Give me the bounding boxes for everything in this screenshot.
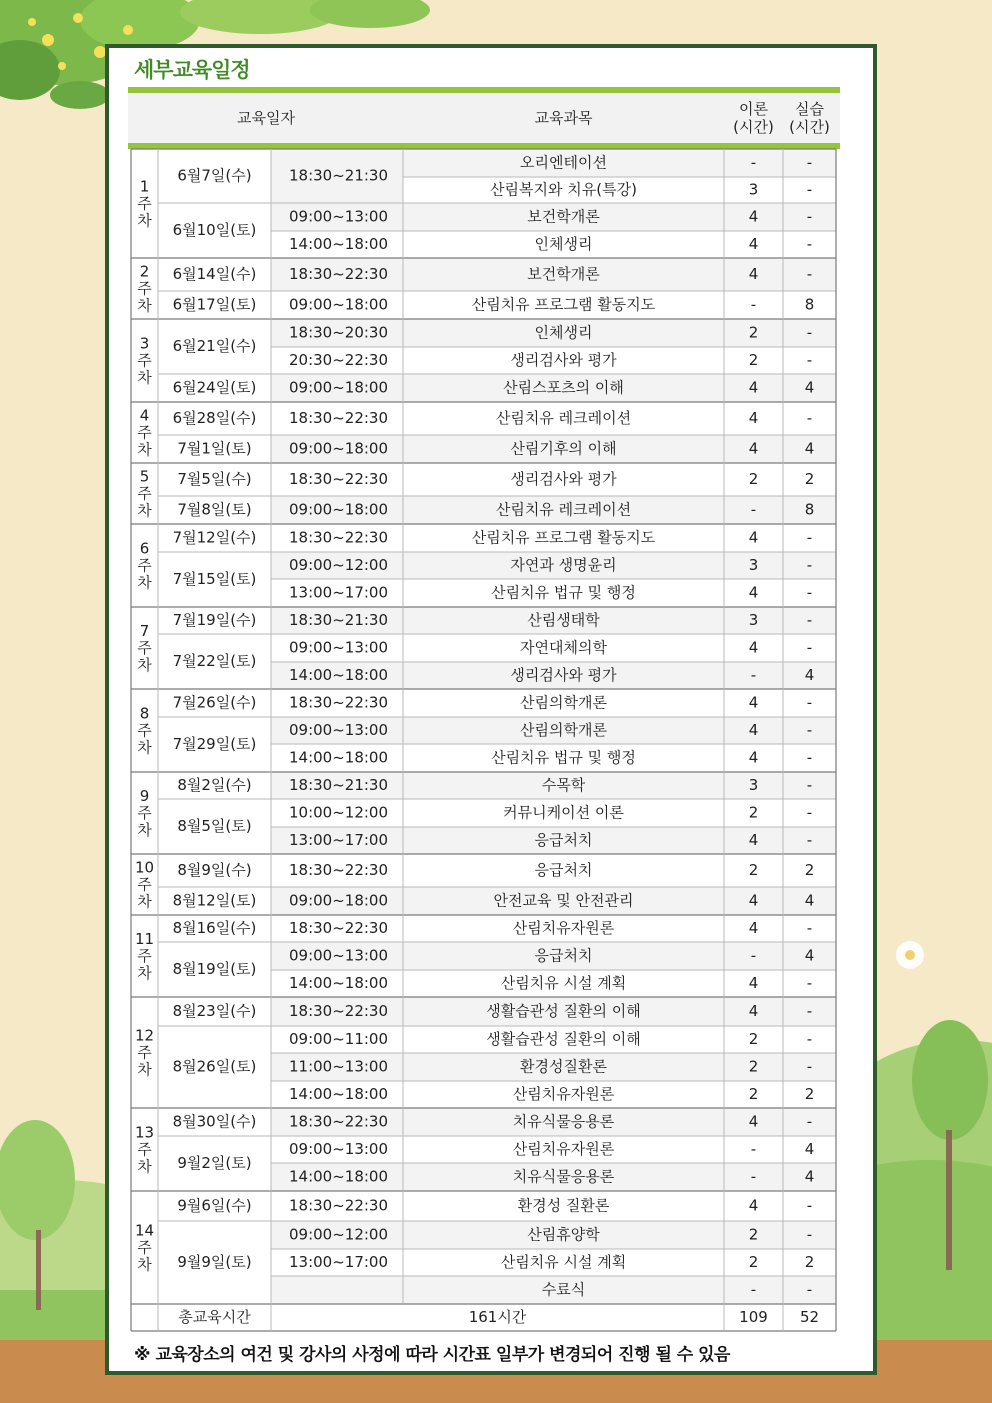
table-cell-theory: 4: [748, 409, 759, 427]
week-label-part: 차: [137, 1255, 152, 1273]
table-cell-date: 8월19일(토): [172, 960, 257, 978]
table-cell-date: 7월22일(토): [172, 652, 257, 670]
table-cell-subject: 산림치유자원론: [512, 1140, 615, 1158]
table-cell-theory: -: [750, 666, 757, 684]
table-cell-time: 18:30~21:30: [289, 776, 389, 794]
table-cell-theory: 4: [748, 265, 759, 283]
table-cell-subject: 보건학개론: [527, 207, 600, 226]
table-cell-practice: 4: [804, 378, 815, 397]
week-label-part: 차: [137, 296, 152, 314]
table-cell-subject: 산림치유 법규 및 행정: [491, 748, 636, 767]
table-cell-theory: 3: [748, 556, 759, 574]
table-cell-subject: 인체생리: [534, 323, 593, 342]
table-cell-subject: 산림치유 시설 계획: [500, 1253, 627, 1271]
table-cell-subject: 산림스포츠의 이해: [503, 378, 624, 397]
table-cell-week: [137, 262, 152, 314]
table-cell-subject: 산림치유 레크레이션: [495, 409, 632, 427]
table-cell-time: 09:00~11:00: [289, 1030, 389, 1048]
week-label-part: 주: [137, 1238, 152, 1256]
table-cell-theory: 2: [748, 470, 759, 488]
table-cell-week: [137, 177, 152, 229]
table-cell-practice: -: [806, 351, 813, 369]
table-cell-theory: 4: [748, 831, 759, 849]
table-cell-subject: 자연과 생명윤리: [510, 556, 617, 574]
table-cell-week: [137, 622, 152, 674]
table-cell-practice: -: [806, 180, 813, 199]
table-cell-practice: -: [806, 265, 813, 283]
table-cell-theory: 4: [748, 919, 759, 937]
table-cell-theory: -: [750, 295, 757, 314]
table-cell-date: 6월7일(수): [177, 166, 252, 185]
table-cell-time: 11:00~13:00: [289, 1057, 389, 1076]
table-cell-subject: 인체생리: [534, 235, 593, 253]
flower-decoration: [896, 941, 924, 969]
table-cell-week: [137, 539, 152, 591]
table-cell-week: [135, 1026, 154, 1078]
table-cell-practice: -: [806, 974, 813, 992]
table-cell-theory: 2: [748, 1057, 759, 1076]
week-label-part: 3: [139, 334, 150, 352]
table-cell-theory: 4: [748, 583, 759, 602]
table-cell-practice: -: [806, 323, 813, 342]
schedule-table: [128, 0, 840, 1403]
table-cell-date: 6월21일(수): [172, 337, 257, 355]
table-cell-theory: -: [750, 1280, 757, 1299]
table-cell-time: 09:00~13:00: [289, 721, 389, 739]
table-cell-time: 09:00~18:00: [289, 891, 389, 910]
table-cell-week: [137, 467, 152, 519]
table-cell-time: 13:00~17:00: [289, 1253, 389, 1271]
week-label-part: 7: [139, 621, 150, 640]
table-cell-theory: -: [750, 1140, 757, 1158]
table-cell-time: 13:00~17:00: [289, 583, 389, 602]
table-cell-theory: 4: [748, 721, 759, 739]
table-cell-subject: 산림의학개론: [520, 721, 607, 739]
table-cell-practice: -: [806, 1057, 813, 1076]
table-cell-time: 09:00~18:00: [289, 378, 389, 397]
table-cell-theory: 3: [748, 776, 759, 794]
table-cell-date: 8월26일(토): [172, 1057, 257, 1076]
table-cell-time: 14:00~18:00: [289, 748, 389, 767]
week-label-part: 주: [137, 1140, 152, 1158]
table-cell-practice: -: [806, 583, 813, 602]
table-cell-subject: 치유식물응용론: [512, 1112, 615, 1131]
table-cell-theory: 4: [748, 974, 759, 992]
table-cell-date: 8월5일(토): [177, 817, 252, 835]
table-cell-subject: 산림복지와 치유(특강): [490, 180, 637, 199]
table-cell-theory: 2: [748, 323, 759, 342]
table-cell-time: 18:30~22:30: [289, 409, 389, 427]
week-label-part: 주: [137, 351, 152, 369]
table-cell-week: [137, 334, 152, 386]
table-cell-time: 18:30~22:30: [289, 693, 389, 712]
week-label-part: 차: [137, 573, 152, 591]
table-cell-practice: -: [806, 556, 813, 574]
table-cell-theory: 2: [748, 1253, 759, 1271]
table-cell-subject: 산림치유자원론: [512, 919, 615, 937]
table-cell-week: [135, 930, 154, 982]
week-label-part: 주: [137, 194, 152, 212]
table-cell-time: 14:00~18:00: [289, 666, 389, 684]
table-cell-week: [137, 406, 152, 458]
week-label-part: 차: [137, 1157, 152, 1175]
table-cell-time: 09:00~13:00: [289, 207, 389, 226]
week-label-part: 11: [134, 929, 155, 948]
table-cell-theory: 2: [748, 861, 759, 879]
table-cell-date: 7월5일(수): [177, 470, 252, 488]
table-cell-practice: 4: [804, 1140, 815, 1158]
table-cell-practice: 4: [804, 946, 815, 965]
table-cell-time: 14:00~18:00: [289, 235, 389, 253]
table-cell-theory: -: [750, 1167, 757, 1186]
table-cell-theory: 3: [748, 180, 759, 199]
table-cell-practice: 2: [804, 1085, 815, 1103]
table-cell-subject: 수료식: [541, 1280, 586, 1299]
week-label-part: 13: [134, 1123, 155, 1141]
week-label-part: 차: [137, 820, 152, 839]
table-cell-practice: -: [806, 1280, 813, 1299]
table-cell-practice: -: [806, 153, 813, 172]
week-label-part: 주: [137, 556, 152, 574]
table-cell-time: 09:00~18:00: [289, 295, 389, 314]
table-cell-date: 9월9일(토): [177, 1253, 252, 1271]
table-cell-practice: 4: [804, 891, 815, 910]
table-cell-subject: 오리엔테이션: [520, 153, 607, 172]
table-cell-week: [137, 704, 152, 756]
header-date: 교육일자: [237, 109, 295, 127]
schedule-note: ※ 교육장소의 여건 및 강사의 사정에 따라 시간표 일부가 변경되어 진행 될 수 있음: [134, 1345, 730, 1365]
table-cell-date: 8월12일(토): [172, 891, 257, 910]
table-cell-practice: -: [806, 748, 813, 767]
table-cell-theory: -: [750, 946, 757, 965]
table-cell-subject: 생리검사와 평가: [510, 470, 617, 488]
table-cell-subject: 산림치유자원론: [512, 1085, 615, 1103]
table-cell-practice: -: [806, 919, 813, 937]
table-cell-date: 8월23일(수): [172, 1002, 257, 1020]
table-cell-time: 18:30~22:30: [289, 265, 389, 283]
week-label-part: 차: [137, 501, 152, 519]
week-label-part: 4: [139, 406, 150, 424]
table-cell-practice: 4: [804, 666, 815, 684]
table-cell-practice: -: [806, 721, 813, 739]
table-cell-week: [135, 1221, 154, 1273]
table-cell-subject: 자연대체의학: [520, 638, 607, 657]
table-cell-practice: -: [806, 638, 813, 657]
table-cell-subject: 수목학: [541, 776, 586, 794]
page-title: 세부교육일정: [134, 58, 250, 82]
table-cell-subject: 생활습관성 질환의 이해: [486, 1002, 641, 1020]
table-cell-theory: 4: [748, 207, 759, 226]
table-cell-theory: 2: [748, 803, 759, 822]
week-label-part: 10: [134, 858, 155, 876]
table-cell-date: 7월29일(토): [172, 735, 257, 753]
table-cell-date: 9월6일(수): [177, 1196, 252, 1215]
table-cell-time: 14:00~18:00: [289, 1167, 389, 1186]
table-cell-practice: -: [806, 611, 813, 629]
table-cell-date: 6월10일(토): [172, 221, 257, 239]
header-subject: 교육과목: [534, 109, 593, 127]
table-cell-practice: -: [806, 207, 813, 226]
table-cell-subject: 생리검사와 평가: [510, 351, 617, 369]
week-label-part: 주: [137, 946, 152, 965]
table-cell-theory: 4: [748, 439, 759, 458]
table-cell-practice: -: [806, 1002, 813, 1020]
table-cell-practice: 4: [804, 439, 815, 458]
table-cell-practice: -: [806, 528, 813, 547]
header-practice: 실습 (시간): [789, 100, 830, 136]
table-cell-theory: 2: [748, 351, 759, 369]
table-cell-practice: -: [806, 1112, 813, 1131]
week-label-part: 주: [137, 423, 152, 441]
table-cell-date: 7월26일(수): [172, 693, 257, 712]
table-cell-week: [137, 787, 152, 839]
week-label-part: 6: [139, 539, 150, 557]
week-label-part: 차: [137, 440, 152, 458]
table-cell-practice: -: [806, 693, 813, 712]
table-cell-theory: 4: [748, 1196, 759, 1215]
table-cell-date: 6월17일(토): [172, 295, 257, 314]
table-cell-subject: 안전교육 및 안전관리: [493, 891, 634, 910]
table-cell-date: 7월19일(수): [172, 611, 257, 629]
table-cell-subject: 산림의학개론: [520, 693, 607, 712]
table-cell-time: 13:00~17:00: [289, 831, 389, 849]
table-cell-theory: 4: [748, 235, 759, 253]
week-label-part: 차: [137, 738, 152, 756]
table-cell-date: 8월2일(수): [177, 776, 252, 794]
table-cell-subject: 응급처치: [534, 946, 593, 965]
table-cell-time: 18:30~22:30: [289, 1002, 389, 1020]
week-label-part: 주: [137, 1043, 152, 1061]
table-cell-subject: 커뮤니케이션 이론: [503, 803, 624, 822]
total-hours: 161시간: [468, 1308, 527, 1326]
table-cell-date: 6월24일(토): [172, 378, 257, 397]
week-label-part: 1: [139, 177, 150, 195]
table-cell-date: 9월2일(토): [177, 1154, 252, 1172]
table-cell-time: 09:00~13:00: [289, 638, 389, 657]
table-cell-date: 8월16일(수): [172, 919, 257, 937]
table-cell-theory: 4: [748, 1112, 759, 1131]
table-cell-practice: -: [806, 803, 813, 822]
table-cell-theory: 4: [748, 378, 759, 397]
table-cell-time: 14:00~18:00: [289, 974, 389, 992]
week-label-part: 주: [137, 875, 152, 893]
table-cell-subject: 산림치유 시설 계획: [500, 974, 627, 992]
week-label-part: 12: [134, 1026, 155, 1044]
table-cell-subject: 치유식물응용론: [512, 1167, 615, 1186]
table-cell-time: 09:00~13:00: [289, 1140, 389, 1158]
table-cell-time: 10:00~12:00: [289, 803, 389, 822]
week-label-part: 차: [137, 368, 152, 386]
week-label-part: 14: [134, 1221, 155, 1239]
table-cell-practice: -: [806, 1196, 813, 1215]
table-cell-theory: 2: [748, 1030, 759, 1048]
table-cell-theory: 2: [748, 1225, 759, 1244]
table-cell-subject: 산림휴양학: [527, 1225, 600, 1244]
table-cell-practice: 8: [804, 500, 815, 519]
week-label-part: 주: [137, 803, 152, 822]
table-cell-theory: 4: [748, 748, 759, 767]
week-label-part: 차: [137, 1060, 152, 1078]
table-cell-theory: 4: [748, 528, 759, 547]
total-theory: 109: [739, 1308, 768, 1326]
table-cell-time: 18:30~22:30: [289, 528, 389, 547]
table-cell-theory: -: [750, 500, 757, 519]
table-cell-subject: 응급처치: [534, 861, 593, 879]
table-cell-time: 09:00~18:00: [289, 439, 389, 458]
week-label-part: 차: [137, 655, 152, 674]
week-label-part: 5: [139, 467, 150, 485]
table-cell-subject: 산림치유 레크레이션: [495, 500, 632, 519]
table-cell-time: 18:30~21:30: [289, 611, 389, 629]
table-cell-subject: 환경성 질환론: [517, 1196, 610, 1215]
week-label-part: 주: [137, 638, 152, 657]
table-cell-date: 6월14일(수): [172, 265, 257, 283]
table-cell-time: 09:00~13:00: [289, 946, 389, 965]
table-cell-time: 18:30~22:30: [289, 470, 389, 488]
table-cell-practice: 2: [804, 1253, 815, 1271]
table-cell-date: 7월1일(토): [177, 439, 252, 458]
table-cell-time: 09:00~18:00: [289, 500, 389, 519]
table-cell-week: [135, 858, 154, 910]
week-label-part: 차: [137, 892, 152, 910]
table-cell-subject: 응급처치: [534, 831, 593, 849]
table-cell-subject: 산림치유 프로그램 활동지도: [471, 295, 656, 314]
week-label-part: 주: [137, 721, 152, 739]
table-cell-subject: 산림치유 법규 및 행정: [491, 583, 636, 602]
table-cell-practice: -: [806, 1030, 813, 1048]
table-cell-subject: 산림생태학: [527, 611, 600, 629]
table-cell-time: 20:30~22:30: [289, 351, 389, 369]
table-cell-practice: -: [806, 1225, 813, 1244]
table-cell-time: 18:30~22:30: [289, 861, 389, 879]
table-cell-practice: 2: [804, 470, 815, 488]
table-cell-practice: 8: [804, 295, 815, 314]
table-cell-theory: 4: [748, 891, 759, 910]
week-label-part: 차: [137, 211, 152, 229]
table-cell-time: 18:30~22:30: [289, 1196, 389, 1215]
table-cell-subject: 생활습관성 질환의 이해: [486, 1030, 641, 1048]
table-cell-time: 14:00~18:00: [289, 1085, 389, 1103]
week-label-part: 8: [139, 704, 150, 722]
table-cell-week: [135, 1123, 154, 1175]
table-cell-subject: 환경성질환론: [520, 1057, 607, 1076]
table-cell-subject: 보건학개론: [527, 265, 600, 283]
table-cell-theory: 4: [748, 693, 759, 712]
table-cell-date: 7월12일(수): [172, 528, 257, 547]
week-label-part: 차: [137, 963, 152, 982]
table-cell-practice: -: [806, 776, 813, 794]
table-cell-time: 09:00~12:00: [289, 1225, 389, 1244]
table-cell-practice: 4: [804, 1167, 815, 1186]
table-cell-time: 18:30~20:30: [289, 323, 389, 342]
table-cell-theory: 2: [748, 1085, 759, 1103]
table-cell-date: 7월15일(토): [172, 570, 257, 588]
table-cell-practice: 2: [804, 861, 815, 879]
table-cell-time: 09:00~12:00: [289, 556, 389, 574]
table-cell-date: 8월30일(수): [172, 1112, 257, 1131]
header-theory: 이론 (시간): [733, 100, 774, 136]
table-cell-time: 18:30~22:30: [289, 1112, 389, 1131]
total-label: 총교육시간: [178, 1308, 251, 1326]
table-cell-subject: 산림기후의 이해: [510, 439, 617, 458]
table-cell-practice: -: [806, 235, 813, 253]
week-label-part: 2: [139, 262, 150, 280]
table-cell-date: 6월28일(수): [172, 409, 257, 427]
week-label-part: 주: [137, 279, 152, 297]
table-cell-date: 8월9일(수): [177, 861, 252, 879]
table-cell-time: 18:30~22:30: [289, 919, 389, 937]
table-cell-subject: 생리검사와 평가: [510, 666, 617, 684]
table-cell-theory: -: [750, 153, 757, 172]
total-practice: 52: [799, 1308, 820, 1326]
table-cell-practice: -: [806, 831, 813, 849]
week-label-part: 9: [139, 786, 150, 805]
table-cell-subject: 산림치유 프로그램 활동지도: [471, 528, 656, 547]
week-label-part: 주: [137, 484, 152, 502]
table-cell-date: 7월8일(토): [177, 500, 252, 519]
table-cell-time: 18:30~21:30: [289, 166, 389, 185]
table-cell-theory: 3: [748, 611, 759, 629]
table-cell-theory: 4: [748, 638, 759, 657]
table-cell-theory: 4: [748, 1002, 759, 1020]
table-cell-practice: -: [806, 409, 813, 427]
